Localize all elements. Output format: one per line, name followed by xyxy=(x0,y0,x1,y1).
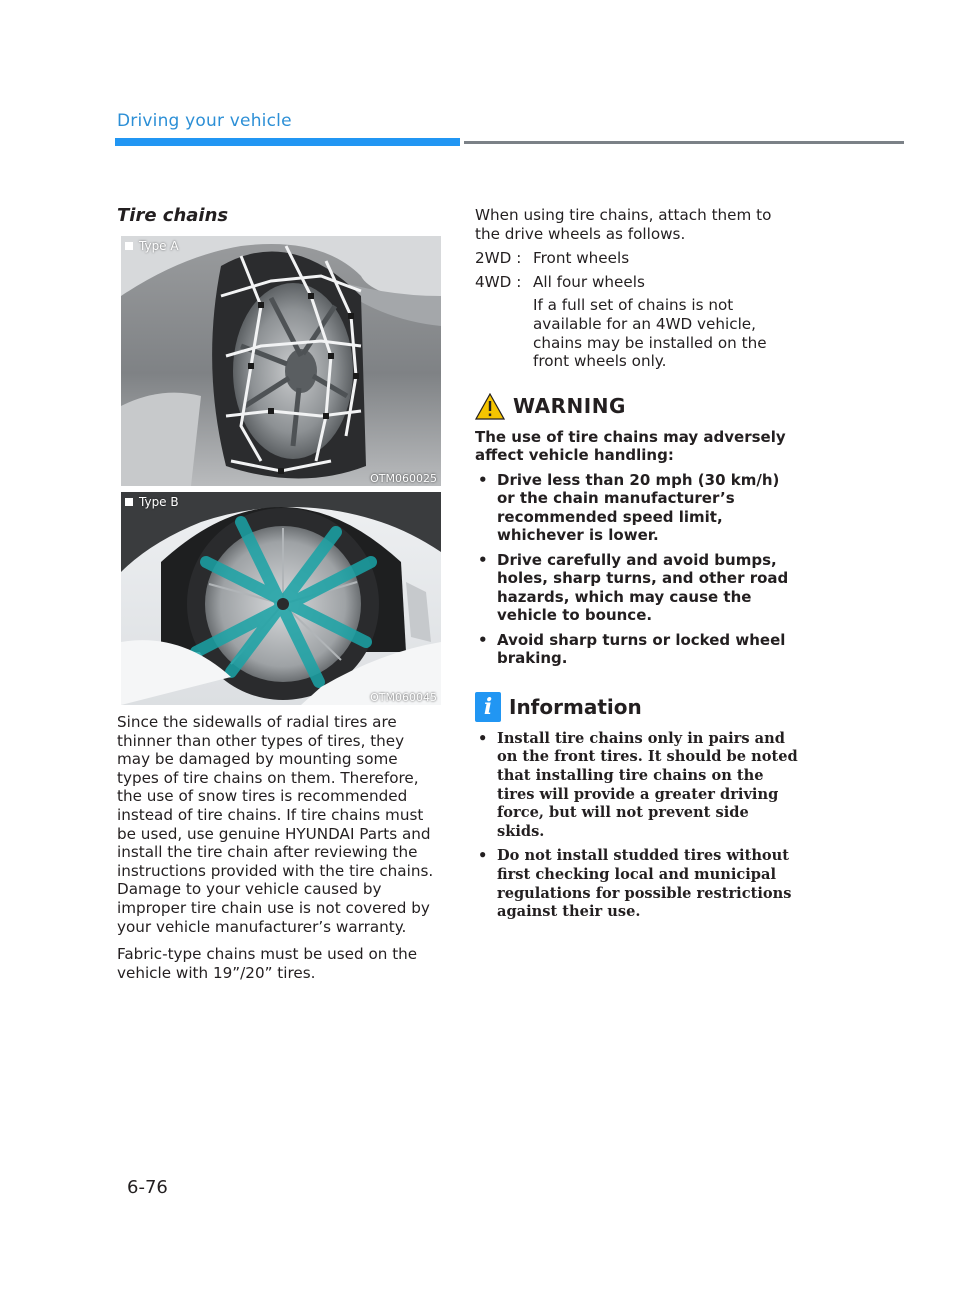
paragraph: Fabric-type chains must be used on the vehicle with 19”/20” tires. xyxy=(117,945,418,982)
figure-label: Type B xyxy=(125,495,179,509)
list-item: • Avoid sharp turns or locked wheel braking. xyxy=(475,631,800,668)
figure-code: OTM060045 xyxy=(370,691,437,704)
list-item: • Do not install studded tires without first checking local and municipal regulations for possible restrictions against their use. xyxy=(475,847,800,921)
information-header xyxy=(475,692,800,722)
tire-chain-type-a-illustration xyxy=(121,236,441,486)
list-item: • Drive carefully and avoid bumps, holes, sharp turns, and other road hazards, which may cause the vehicle to bounce. xyxy=(475,551,800,625)
figure-label: Type A xyxy=(125,239,179,253)
left-column xyxy=(117,205,442,991)
section-title: Tire chains xyxy=(117,205,229,226)
figure-type-a xyxy=(121,236,441,486)
list-item: • Install tire chains only in pairs and on the front tires. It should be noted that installing tire chains on the tires will provide a greater driving force, but will not prevent side skids. xyxy=(475,730,800,842)
paragraph: Since the sidewalls of radial tires are thinner than other types of tires, they may be damaged by mounting some types of tire chains on them. Therefore, the use of snow tires is recommended instead of tire chains. If tire chains must be used, use genuine HYUNDAI Parts and install the tire chain after reviewing the instructions provided with the tire chains. Damage to your vehicle caused by improper tire chain use is not covered by your vehicle manufacturer’s warranty. xyxy=(117,713,434,936)
drive-row-4wd: 4WD : All four wheels xyxy=(475,272,645,291)
warning-intro: The use of tire chains may adversely affect vehicle handling: xyxy=(475,427,786,465)
tire-chain-type-b-illustration xyxy=(121,492,441,705)
page-number: 6-76 xyxy=(127,1177,168,1198)
header-accent-bar xyxy=(115,138,460,146)
information-list xyxy=(475,730,800,922)
body-text xyxy=(117,713,442,982)
drive-note: If a full set of chains is not available for an 4WD vehicle, chains may be installed on the front wheels only. xyxy=(533,296,767,371)
drive-row-2wd: 2WD : Front wheels xyxy=(475,249,630,268)
warning-list xyxy=(475,471,800,668)
right-column xyxy=(475,206,800,928)
info-icon: i xyxy=(475,692,501,722)
warning-triangle-icon xyxy=(475,393,505,420)
information-title: Information xyxy=(509,694,642,719)
figure-type-b xyxy=(121,492,441,705)
warning-header xyxy=(475,393,800,420)
warning-title: WARNING xyxy=(513,394,626,419)
list-item: • Drive less than 20 mph (30 km/h) or the chain manufacturer’s recommended speed limit, whichever is lower. xyxy=(475,471,800,545)
square-bullet-icon xyxy=(125,498,133,506)
square-bullet-icon xyxy=(125,242,133,250)
header-title: Driving your vehicle xyxy=(117,111,292,131)
intro-paragraph: When using tire chains, attach them to the drive wheels as follows. xyxy=(475,206,772,243)
header-rule xyxy=(464,141,904,144)
figure-code: OTM060025 xyxy=(370,472,437,485)
